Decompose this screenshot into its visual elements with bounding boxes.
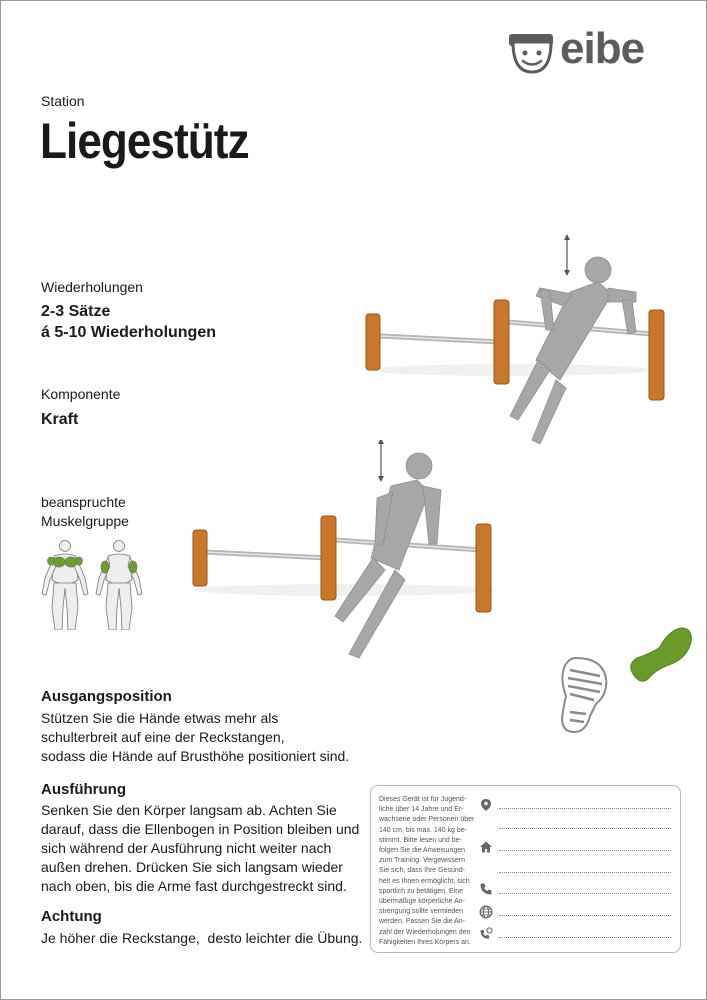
write-in-line[interactable] <box>499 872 671 873</box>
wooden-post <box>494 300 509 384</box>
logo-face-icon <box>506 26 558 78</box>
caution-text: Je höher die Reckstange, desto leichter die Übung. <box>41 930 363 946</box>
safety-line: heit es Ihnen ermöglicht, sich <box>379 877 470 885</box>
eibe-logo <box>506 24 678 80</box>
muscle-label-line1: beanspruchte <box>41 494 126 510</box>
execution-line: Senken Sie den Körper langsam ab. Achten Sie <box>41 802 337 818</box>
exercise-illustration-bottom <box>185 440 505 670</box>
safety-line: wachsene oder Personen über <box>379 816 475 824</box>
write-in-line[interactable] <box>499 850 671 851</box>
station-label: Station <box>41 93 85 109</box>
emergency-phone-icon <box>479 927 493 941</box>
safety-line: sportlich zu betätigen. Eine <box>379 887 464 895</box>
execution-line: nach oben, bis die Arme fast durchgestreckt sind. <box>41 878 347 894</box>
start-position-line: schulterbreit auf eine der Reckstangen, <box>41 729 285 745</box>
write-in-line[interactable] <box>499 937 671 938</box>
execution-line: außen drehen. Drücken Sie sich langsam wieder <box>41 859 343 875</box>
execution-text <box>41 801 371 896</box>
safety-line: zum Training. Vergewissern <box>379 857 465 865</box>
safety-line: folgen Sie die Anweisungen <box>379 847 466 855</box>
caution-heading: Achtung <box>41 908 102 925</box>
safety-notice <box>379 795 477 948</box>
brand-name: eibe <box>560 24 645 73</box>
footprint-green-icon <box>627 624 693 686</box>
footprint-gray-icon <box>556 656 614 736</box>
repetitions-count: á 5-10 Wiederholungen <box>41 324 216 341</box>
body-back-icon <box>96 541 142 631</box>
safety-info-box <box>370 785 681 953</box>
muscle-label-line2: Muskelgruppe <box>41 513 129 529</box>
location-icon <box>479 798 493 812</box>
body-front-icon <box>42 541 88 631</box>
safety-line: Sie sich, dass Ihre Gesund- <box>379 867 465 875</box>
wooden-post <box>193 530 207 586</box>
safety-line: übermäßige körperliche An- <box>379 898 465 906</box>
execution-heading: Ausführung <box>41 781 126 798</box>
safety-line: Fähigkeiten Ihres Körpers an. <box>379 938 471 946</box>
write-in-line[interactable] <box>499 808 671 809</box>
wooden-post <box>366 314 380 370</box>
phone-icon <box>479 882 493 896</box>
repetitions-sets: 2-3 Sätze <box>41 303 111 320</box>
component-value: Kraft <box>41 411 79 428</box>
wooden-post <box>476 524 491 612</box>
write-in-line[interactable] <box>499 828 671 829</box>
safety-line: zahl der Wiederholungen den <box>379 928 471 936</box>
safety-line: strengung sollte vermieden <box>379 908 464 916</box>
write-in-line[interactable] <box>499 915 671 916</box>
home-icon <box>479 840 493 854</box>
component-label: Komponente <box>41 386 121 402</box>
start-position-heading: Ausgangsposition <box>41 688 172 705</box>
page-title: Liegestütz <box>40 113 249 169</box>
athlete-figure <box>510 257 636 444</box>
wooden-post <box>649 310 664 400</box>
safety-line: werden. Passen Sie die An- <box>379 918 465 926</box>
safety-line: stimmt. Bitte lesen und be- <box>379 836 462 844</box>
start-position-line: Stützen Sie die Hände etwas mehr als <box>41 710 279 726</box>
safety-line: liche über 14 Jahre und Er- <box>379 806 464 814</box>
execution-line: darauf, dass die Ellenbogen in Position bleiben und <box>41 821 360 837</box>
globe-icon <box>479 905 493 919</box>
athlete-figure <box>335 453 441 658</box>
start-position-line: sodass die Hände auf Brusthöhe positioniert sind. <box>41 748 350 764</box>
write-in-line[interactable] <box>499 893 671 894</box>
repetitions-label: Wiederholungen <box>41 279 143 295</box>
exercise-illustration-top <box>360 230 670 460</box>
start-position-text <box>41 709 361 766</box>
execution-line: sich während der Ausführung nicht weiter nach <box>41 840 332 856</box>
safety-line: 140 cm, bis max. 140 kg be- <box>379 826 467 834</box>
muscle-diagram <box>38 538 148 630</box>
wooden-post <box>321 516 336 600</box>
safety-line: Dieses Gerät ist für Jugend- <box>379 796 467 803</box>
